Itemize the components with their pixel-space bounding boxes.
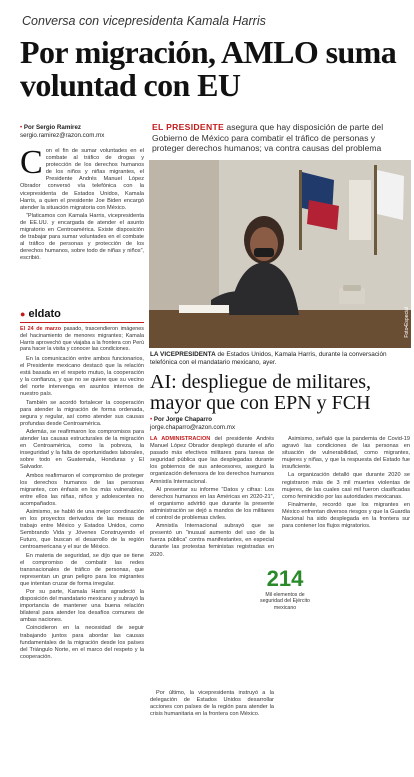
pull-quote-text: asegura que hay disposición de parte del Gobierno de México para combatir el tráfico de personas y proteger derechos humanos; va contra causas del problema bbox=[152, 122, 384, 154]
byline-author: Por Sergio Ramírez bbox=[23, 124, 81, 131]
photo-illustration bbox=[149, 160, 411, 348]
eldato-date: El 24 de marzo bbox=[20, 326, 62, 332]
main-article-2-p2: También se acordó fortalecer la cooperación para atender la migración de forma ordenada, segura y regular, así como atender sus causas profundas desde Centroamérica. bbox=[20, 399, 144, 427]
dropcap: C bbox=[20, 144, 43, 181]
ai-article-column-1 bbox=[150, 436, 274, 564]
ai-byline-email: jorge.chaparro@razon.com.mx bbox=[150, 424, 236, 431]
eldato-box: ● eldato El 24 de marzo pasado, trascendieron imágenes del hacinamiento de menores migrantes; Kamala Harris aprovechó que viajaba a la frontera con Perú para hacer la visita y conocer las condiciones. bbox=[20, 308, 144, 353]
main-article-continuation bbox=[20, 356, 144, 774]
photo-caption bbox=[150, 351, 410, 367]
main-article-2-p6: En materia de seguridad, se dijo que se tiene el compromiso de combatir las redes transnacionales de tráfico de personas, que representan un gran peligro para los migrantes que intentan cruzar de forma irregular. bbox=[20, 552, 144, 587]
byline-bullet: • bbox=[20, 124, 23, 131]
pull-quote bbox=[152, 122, 408, 154]
ai-article-p3: Amnistía Internacional subrayó que se presentó un “inusual aumento del uso de la fuerza pública” contra manifestantes, en especial durante las protestas feministas registradas en 2020. bbox=[150, 523, 274, 558]
byline-email: sergio.ramirez@razon.com.mx bbox=[20, 132, 105, 139]
main-article-2-p7: Por su parte, Kamala Harris agradeció la disposición del mandatario mexicano y subrayó la importancia de mantener una buena relación bilateral para atender los desafíos comunes de ambas naciones. bbox=[20, 589, 144, 624]
photo-credit: Foto•Especial bbox=[404, 307, 410, 338]
caption-lead: LA VICEPRESIDENTA bbox=[150, 351, 216, 358]
eldato-title: eldato bbox=[28, 308, 61, 320]
ai-article-column-2 bbox=[282, 436, 410, 774]
main-article-2-p5: Asimismo, se habló de una mejor coordinación en los proyectos derivados de las mesas de trabajo entre México y Estados Unidos, como Sembrando Vida y Jóvenes Construyendo el Futuro, que buscan el desarrollo de la región centroamericana y el sur de México. bbox=[20, 508, 144, 551]
ai-article-p4: Asimismo, señaló que la pandemia de Covid-19 agravó las condiciones de las personas en situación de vulnerabilidad, como migrantes, mujeres y niñas, y que la respuesta del Estado fue insuficiente. bbox=[282, 436, 410, 471]
eldato-text: pasado, trascendieron imágenes del hacinamiento de menores migrantes; Kamala Harris aprovechó que viajaba a la frontera con Perú para hacer la visita y conocer las condiciones. bbox=[20, 326, 144, 353]
ai-byline: • Por Jorge Chaparro jorge.chaparro@razon.com.mx bbox=[150, 416, 270, 432]
ai-article-p7: Finalmente, recordó que los migrantes en México enfrentan diversos riesgos y que la Guardia Nacional ha sido desplegada en la frontera sur para contener los flujos migratorios. bbox=[282, 501, 410, 530]
main-article-p2: “Platicamos con Kamala Harris, vicepresidenta de EE.UU. y encargada de atender el asunto migratorio en Centroamérica. Existe disposición de trabajar para sumar voluntades en el combate al tráfico de personas y protección de los derechos humanos, sobre todo de niñas y niños”, escribió. bbox=[20, 212, 144, 262]
ai-article-p2: Al presentar su informe “Datos y cifras: Los derechos humanos en las Américas en 2020-21”, el organismo advirtió que durante la presente administración se dejó a mandos de los militares el control de problemas civiles. bbox=[150, 486, 274, 522]
ai-article-column-1-lower bbox=[150, 690, 274, 774]
main-article-2-p4: Ambos reafirmaron el compromiso de proteger los derechos humanos de las personas migrantes, con énfasis en los más vulnerables, entre ellos las niñas, niños y adolescentes no acompañados. bbox=[20, 472, 144, 507]
ai-article-p6: La organización detalló que durante 2020 se registraron más de 3 mil muertes violentas de mujeres, de las cuales casi mil fueron clasificadas como feminicidio por las autoridades mexicanas. bbox=[282, 472, 410, 500]
ai-headline: AI: despliegue de militares, mayor que con EPN y FCH bbox=[150, 371, 372, 414]
ai-byline-author: Por Jorge Chaparro bbox=[153, 416, 213, 423]
main-article-2-p8: Coincidieron en la necesidad de seguir trabajando juntos para abordar las causas fundamentales de la migración desde los países del Triángulo Norte, en el marco del respeto y la cooperación. bbox=[20, 625, 144, 660]
harris-photo bbox=[149, 160, 411, 348]
caption-text: de Estados Unidos, Kamala Harris, durante la conversación telefónica con el mandatario mexicano, ayer. bbox=[150, 351, 387, 367]
ai-article-p5: Por último, la vicepresidenta instruyó a la delegación de Estados Unidos desarrollar acciones con países de la región para atender la crisis humanitaria en la frontera con México. bbox=[150, 690, 274, 718]
byline bbox=[20, 124, 140, 140]
stat-number: 214 bbox=[266, 566, 304, 591]
main-article-2-p1: En la comunicación entre ambos funcionarios, el Presidente mexicano destacó que la relación está basada en el respeto mutuo, la cooperación y la confianza, y que no se quiere que su vecino del norte intervenga en asuntos internos de nuestro país. bbox=[20, 356, 144, 398]
pull-quote-lead: EL PRESIDENTE bbox=[152, 122, 225, 132]
eldato-rule bbox=[20, 322, 144, 323]
ai-article-lead: LA ADMINISTRACIÓN bbox=[150, 436, 211, 442]
headline: Por migración, AMLO suma voluntad con EU bbox=[20, 34, 397, 103]
stat-label: Mil elementos de seguridad del Ejército mexicano bbox=[260, 592, 310, 611]
main-article-2-p3: Además, se reafirmaron los compromisos para atender las causas estructurales de la migración en Centroamérica, como la pobreza, la inseguridad y la falta de oportunidades laborales, sobre todo en Guatemala, Honduras y El Salvador. bbox=[20, 428, 144, 471]
main-article-p1: on el fin de sumar voluntades en el combate al tráfico de drogas y protección de los derechos humanos de los niños y niñas migrantes, el Presidente Andrés Manuel López Obrador conversó vía telefónica con la vicepresidenta de Estados Unidos, Kamala Harris, a quien el presidente Joe Biden encargó atender la situación migratoria con México. bbox=[20, 148, 144, 211]
main-article-column bbox=[20, 144, 144, 264]
ai-article-p1: del presidente Andrés Manuel López Obrador desplegó durante el año pasado más efectivos militares para tareas de seguridad pública que las desplegadas durante los gobiernos de sus antecesores, aseguró la organización defensora de los derechos humanos Amnistía Internacional. bbox=[150, 436, 274, 485]
kicker: Conversa con vicepresidenta Kamala Harris bbox=[22, 14, 266, 28]
